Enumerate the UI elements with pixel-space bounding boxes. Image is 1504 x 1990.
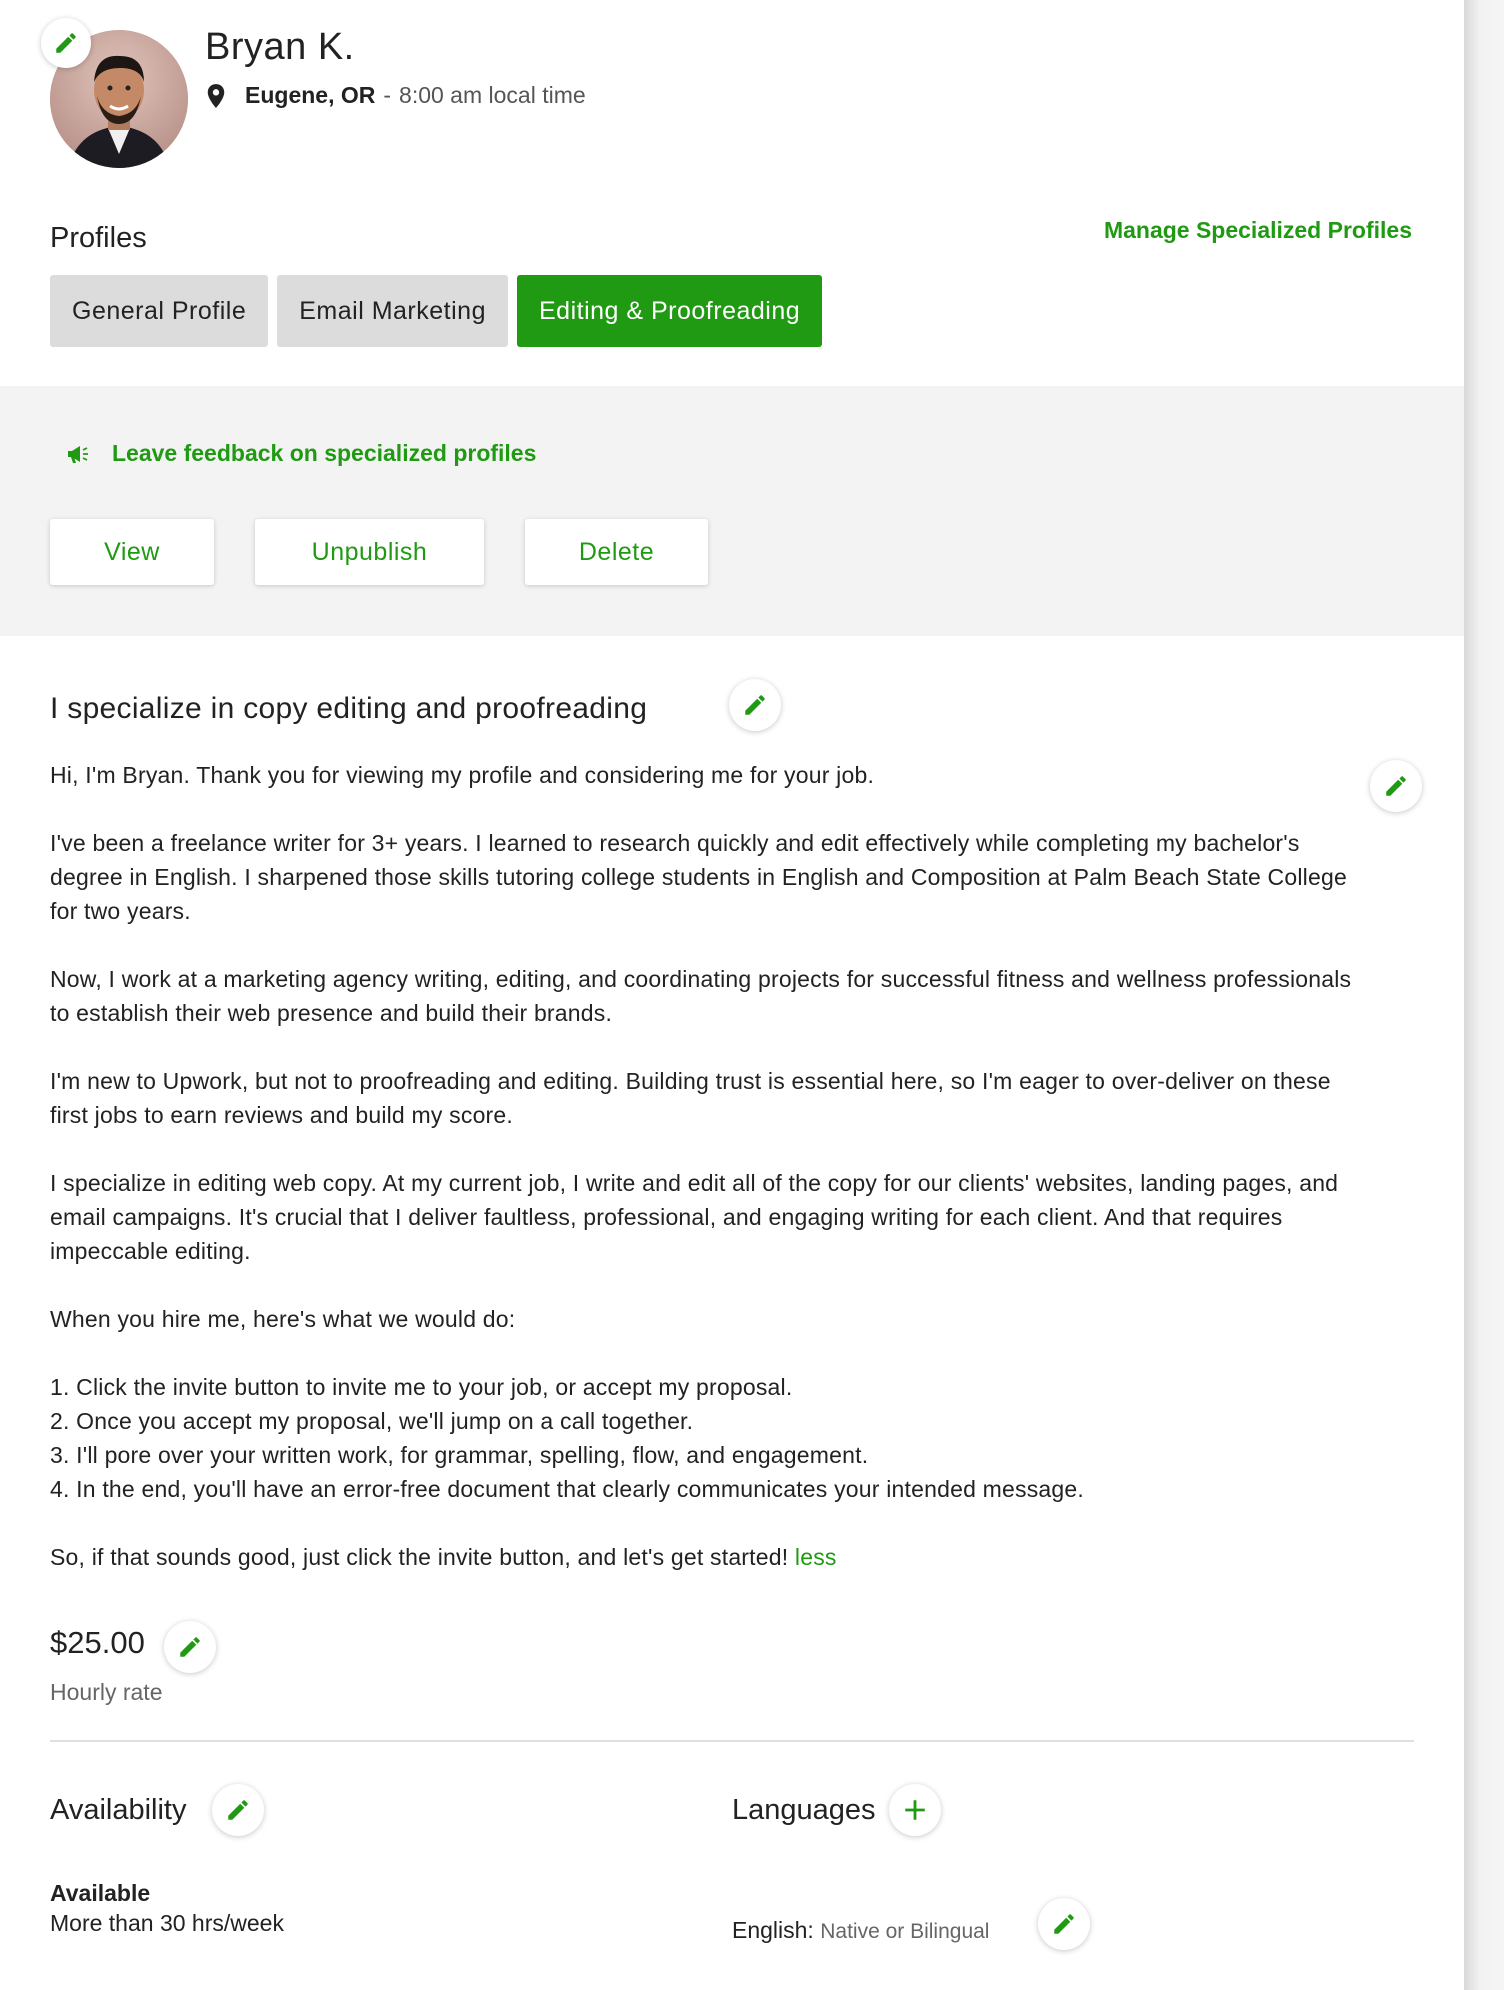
- delete-button[interactable]: Delete: [525, 519, 708, 585]
- tab-editing-proofreading[interactable]: Editing & Proofreading: [517, 275, 822, 347]
- add-language-button[interactable]: [889, 1784, 941, 1836]
- overview-paragraph: Hi, I'm Bryan. Thank you for viewing my profile and considering me for your job.: [50, 762, 875, 788]
- overview-paragraph: I've been a freelance writer for 3+ years. I learned to research quickly and edit effectively while completing my bachelor's degree in English. I sharpened those skills tutoring college students in English and Composition at Palm Beach State College for two years.: [50, 830, 1347, 924]
- less-link[interactable]: less: [794, 1544, 837, 1570]
- leave-feedback-label: Leave feedback on specialized profiles: [112, 440, 537, 466]
- leave-feedback-link[interactable]: [66, 440, 536, 467]
- language-item: [732, 1917, 989, 1944]
- location-row: [205, 82, 586, 109]
- pencil-icon: [177, 1634, 203, 1660]
- freelancer-name: Bryan K.: [205, 26, 355, 68]
- profile-overview: [50, 758, 1370, 1608]
- view-button[interactable]: View: [50, 519, 214, 585]
- edit-overview-button[interactable]: [1370, 760, 1422, 812]
- profile-tabs: [50, 275, 831, 347]
- unpublish-button[interactable]: Unpublish: [255, 519, 484, 585]
- section-divider: [50, 1740, 1414, 1742]
- location-separator: -: [383, 82, 392, 108]
- overview-closing-text: So, if that sounds good, just click the invite button, and let's get started!: [50, 1544, 789, 1570]
- edit-photo-button[interactable]: [41, 18, 91, 68]
- edit-rate-button[interactable]: [164, 1621, 216, 1673]
- pencil-icon: [1383, 773, 1409, 799]
- languages-title: Languages: [732, 1794, 876, 1826]
- pencil-icon: [225, 1797, 251, 1823]
- overview-paragraph: I'm new to Upwork, but not to proofreading and editing. Building trust is essential here, so I'm eager to over-deliver on these first jobs to earn reviews and build my score.: [50, 1068, 1331, 1128]
- availability-status: Available: [50, 1880, 151, 1906]
- overview-step: 3. I'll pore over your written work, for grammar, spelling, flow, and engagement.: [50, 1442, 869, 1468]
- language-name: English:: [732, 1917, 814, 1943]
- plus-icon: [902, 1797, 928, 1823]
- edit-language-button[interactable]: [1038, 1898, 1090, 1950]
- overview-closing: [50, 1540, 1370, 1574]
- pencil-icon: [53, 30, 79, 56]
- overview-paragraph: Now, I work at a marketing agency writing, editing, and coordinating projects for successful fitness and wellness professionals to establish their web presence and build their brands.: [50, 966, 1352, 1026]
- availability-title: Availability: [50, 1794, 187, 1826]
- overview-step: 2. Once you accept my proposal, we'll jump on a call together.: [50, 1408, 694, 1434]
- overview-steps: [50, 1370, 1370, 1506]
- pencil-icon: [742, 692, 768, 718]
- profile-headline: I specialize in copy editing and proofreading: [50, 692, 648, 725]
- overview-paragraph: When you hire me, here's what we would do:: [50, 1306, 516, 1332]
- overview-paragraph: I specialize in editing web copy. At my current job, I write and edit all of the copy for our clients' websites, landing pages, and email campaigns. It's crucial that I deliver faultless, professional, and engaging writing for each client. And that requires impeccable editing.: [50, 1170, 1339, 1264]
- hourly-rate-label: Hourly rate: [50, 1679, 163, 1705]
- availability-hours: More than 30 hrs/week: [50, 1910, 284, 1936]
- scrollbar-track[interactable]: [1464, 0, 1504, 1990]
- language-level: Native or Bilingual: [820, 1920, 990, 1943]
- tab-email-marketing[interactable]: Email Marketing: [277, 275, 508, 347]
- profiles-title: Profiles: [50, 222, 147, 254]
- edit-availability-button[interactable]: [212, 1784, 264, 1836]
- overview-step: 1. Click the invite button to invite me to your job, or accept my proposal.: [50, 1374, 793, 1400]
- hourly-rate-value: $25.00: [50, 1625, 145, 1660]
- manage-specialized-profiles-link[interactable]: Manage Specialized Profiles: [1103, 217, 1412, 243]
- location-city: Eugene, OR: [245, 82, 376, 108]
- tab-general-profile[interactable]: General Profile: [50, 275, 268, 347]
- local-time: 8:00 am local time: [399, 82, 586, 108]
- megaphone-icon: [66, 443, 90, 465]
- map-pin-icon: [205, 83, 227, 109]
- overview-step: 4. In the end, you'll have an error-free document that clearly communicates your intended message.: [50, 1476, 1084, 1502]
- profile-actions-panel: [0, 386, 1464, 636]
- pencil-icon: [1051, 1911, 1077, 1937]
- edit-headline-button[interactable]: [729, 679, 781, 731]
